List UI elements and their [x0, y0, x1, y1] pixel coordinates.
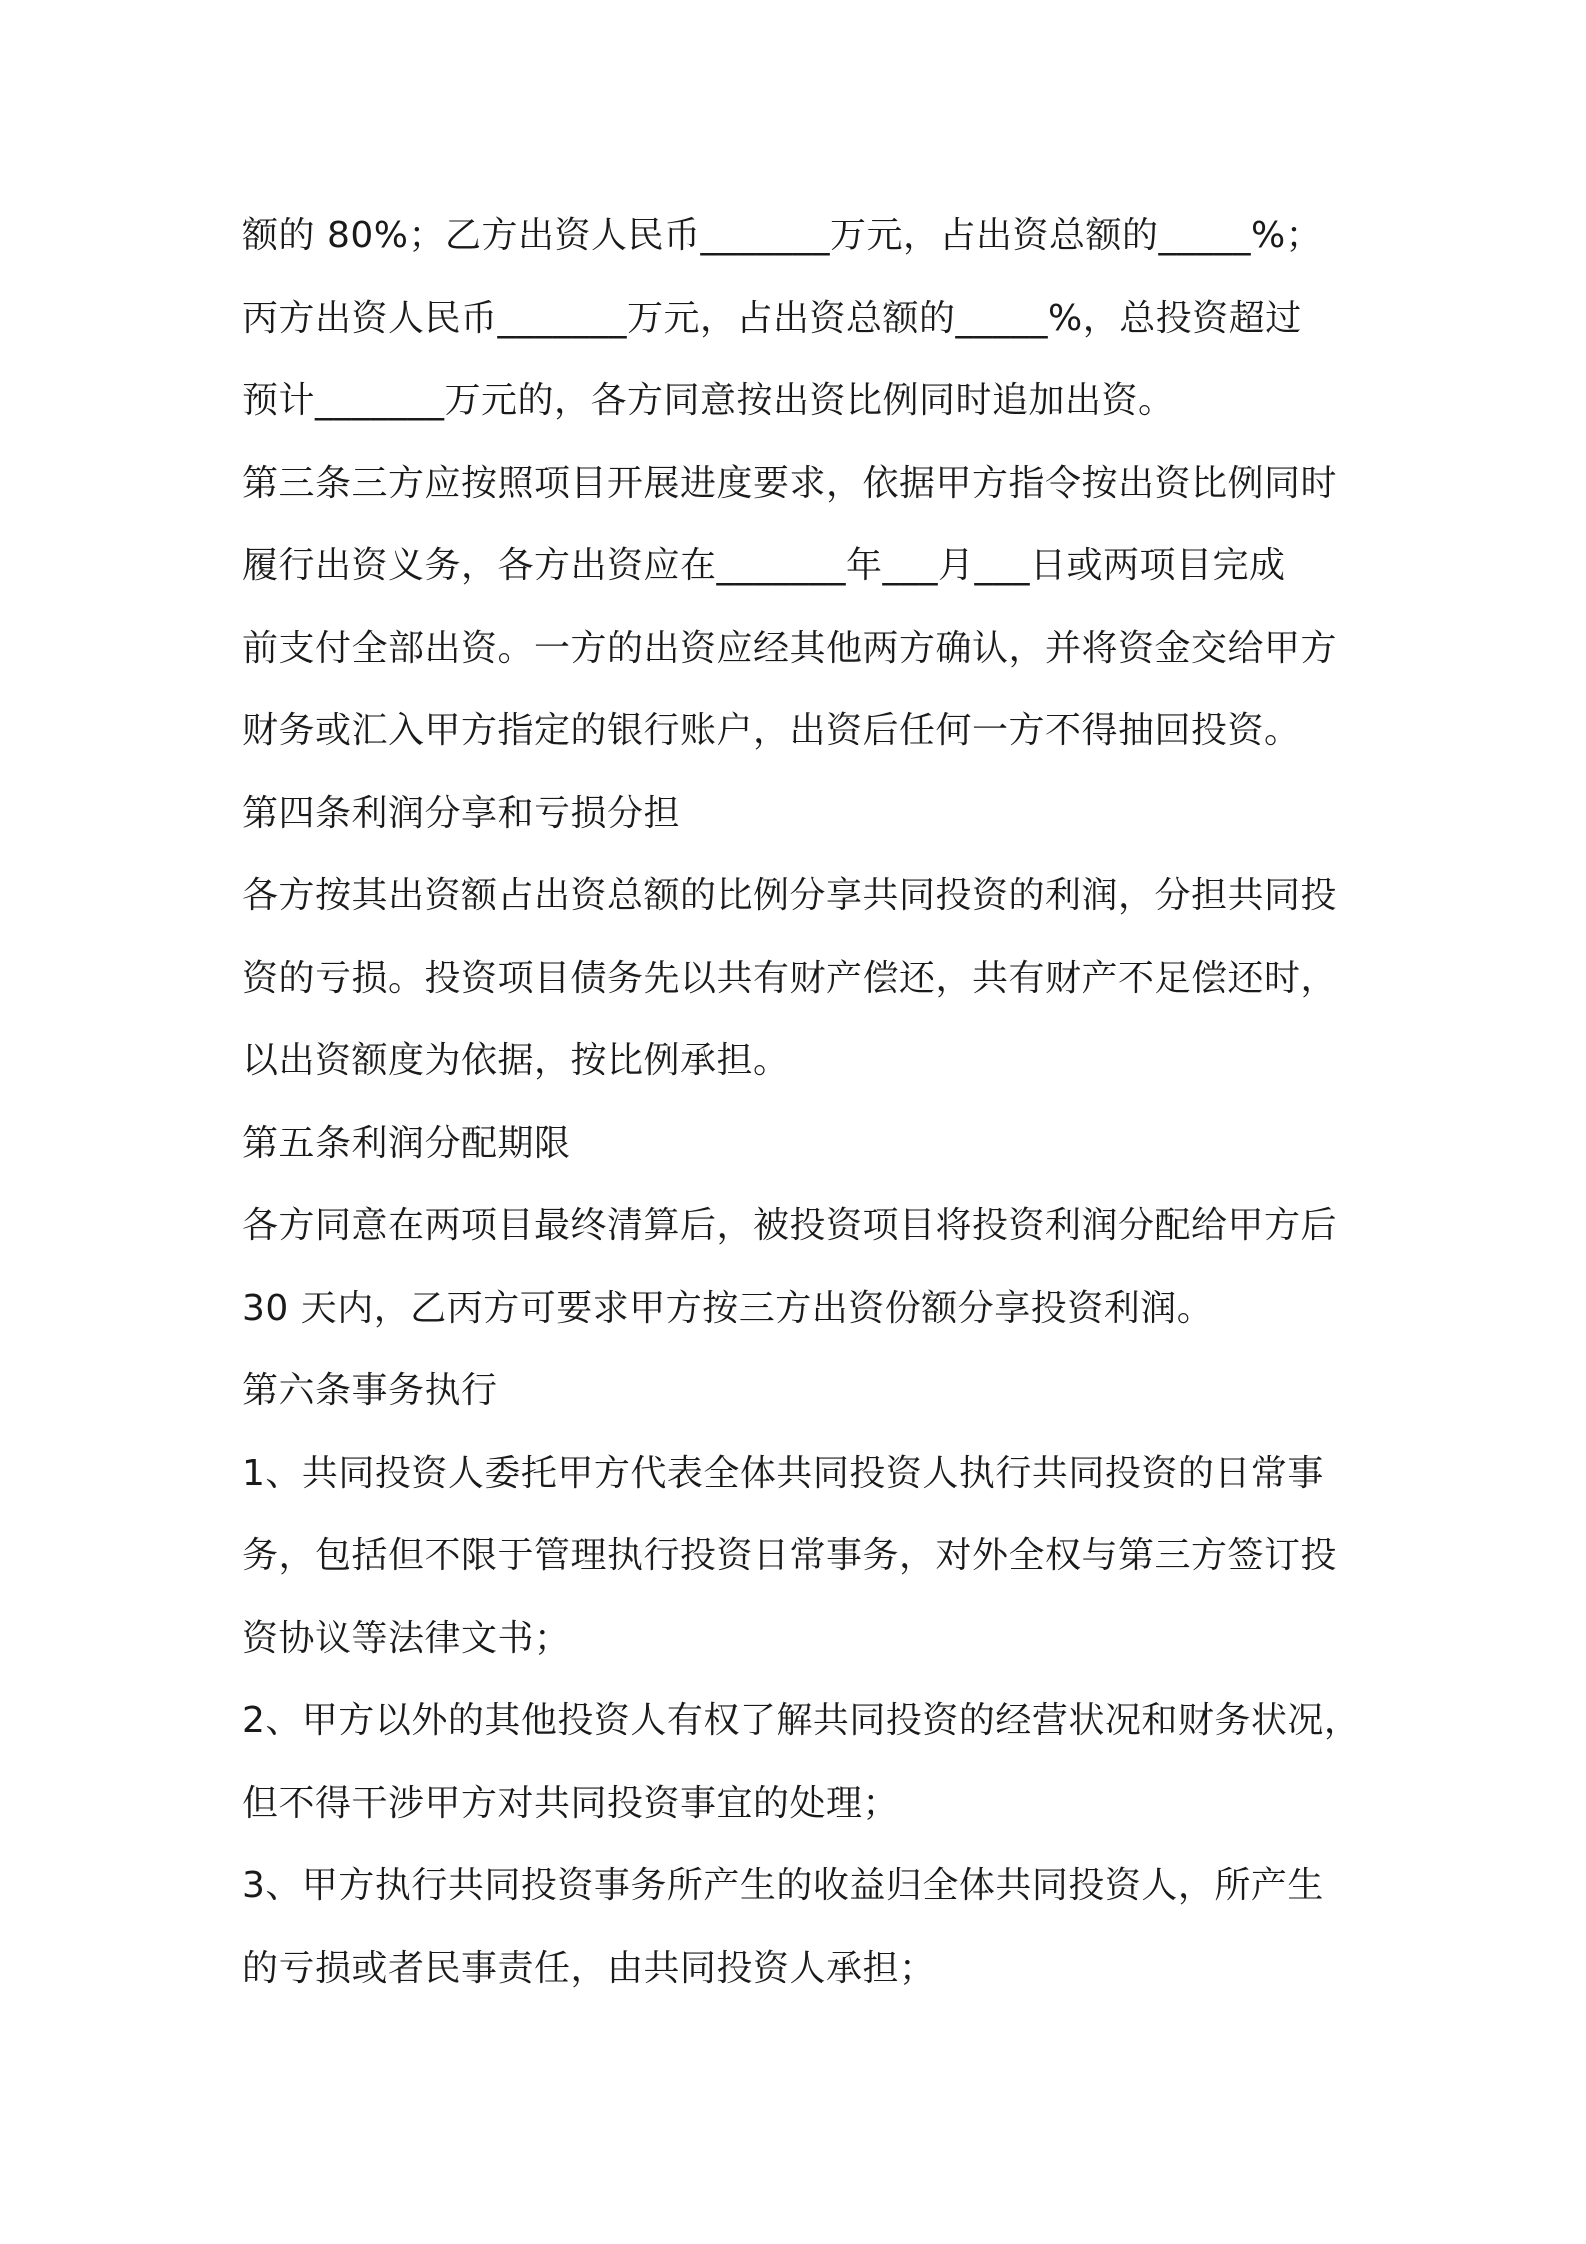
text-line: 前支付全部出资。一方的出资应经其他两方确认，并将资金交给甲方 — [242, 627, 1338, 669]
clause-1-text: 1、共同投资人委托甲方代表全体共同投资人执行共同投资的日常事 — [242, 1452, 1324, 1494]
text-line: 30 天内，乙丙方可要求甲方按三方出资份额分享投资利润。 — [242, 1287, 1214, 1329]
text-line: 资的亏损。投资项目债务先以共有财产偿还，共有财产不足偿还时， — [242, 957, 1338, 999]
clause-2-text: 2、甲方以外的其他投资人有权了解共同投资的经营状况和财务状况， — [242, 1700, 1361, 1741]
text-line: 的亏损或者民事责任，由共同投资人承担； — [242, 1947, 936, 1989]
text-line: 额的 80%；乙方出资人民币_______万元，占出资总额的_____%； — [242, 215, 1323, 256]
document-body — [242, 195, 1362, 2010]
article-3-text: 第三条三方应按照项目开展进度要求，依据甲方指令按出资比例同时 — [242, 462, 1338, 504]
article-4-heading: 第四条利润分享和亏损分担 — [242, 792, 681, 834]
text-line: 务，包括但不限于管理执行投资日常事务，对外全权与第三方签订投 — [242, 1535, 1338, 1576]
text-line: 财务或汇入甲方指定的银行账户，出资后任何一方不得抽回投资。 — [242, 710, 1301, 751]
clause-3-text: 3、甲方执行共同投资事务所产生的收益归全体共同投资人，所产生 — [242, 1865, 1324, 1906]
text-line: 预计_______万元的，各方同意按出资比例同时追加出资。 — [242, 380, 1175, 421]
text-line: 但不得干涉甲方对共同投资事宜的处理； — [242, 1782, 900, 1824]
text-line: 丙方出资人民币_______万元，占出资总额的_____%，总投资超过 — [242, 297, 1302, 339]
article-5-heading: 第五条利润分配期限 — [242, 1122, 571, 1164]
text-line: 以出资额度为依据，按比例承担。 — [242, 1040, 790, 1081]
text-line: 资协议等法律文书； — [242, 1617, 571, 1659]
text-line: 履行出资义务，各方出资应在_______年___月___日或两项目完成 — [242, 545, 1286, 586]
article-6-heading: 第六条事务执行 — [242, 1370, 498, 1411]
text-line: 各方同意在两项目最终清算后，被投资项目将投资利润分配给甲方后 — [242, 1205, 1338, 1246]
text-line: 各方按其出资额占出资总额的比例分享共同投资的利润，分担共同投 — [242, 875, 1338, 916]
